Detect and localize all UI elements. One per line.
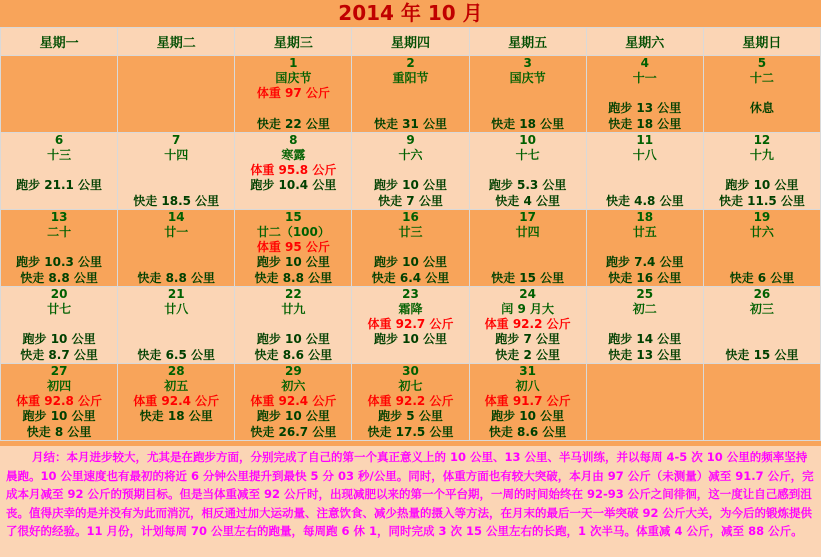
exercise-record-1: 跑步 10.3 公里 [16,255,103,269]
exercise-record-2: 快走 7 公里 [378,194,443,208]
exercise-record-2: 快走 15 公里 [725,348,799,362]
lunar-date: 初二 [632,302,657,316]
day-number: 1 [289,56,298,70]
day-number: 25 [636,287,654,301]
day-number: 15 [285,210,302,224]
weight-record: 体重 92.4 公斤 [133,394,220,408]
weekday-header-row [1,28,821,56]
lunar-date: 廿四 [515,225,540,239]
day-cell [118,133,235,210]
exercise-record-1: 跑步 5.3 公里 [488,178,567,192]
empty-day-cell [1,56,118,133]
day-number: 10 [519,133,536,147]
weekday-wed: 星期三 [235,28,352,56]
lunar-date: 二十 [47,225,72,239]
exercise-record-2: 快走 2 公里 [495,348,560,362]
weight-record: 体重 92.2 公斤 [367,394,454,408]
weight-record: 体重 91.7 公斤 [484,394,571,408]
day-number: 29 [285,364,302,378]
day-cell [586,287,703,364]
exercise-record-2: 快走 4 公里 [495,194,560,208]
lunar-date: 寒露 [281,148,306,162]
exercise-record-2: 快走 8.6 公里 [488,425,567,439]
calendar-table [0,27,821,441]
lunar-date: 廿八 [164,302,189,316]
exercise-record-1: 跑步 10 公里 [22,332,96,346]
day-number: 14 [167,210,185,224]
exercise-record-2: 快走 8 公里 [26,425,92,439]
day-number: 12 [753,133,771,147]
exercise-record-2: 快走 15 公里 [491,271,565,285]
weight-record: 体重 95.8 公斤 [250,163,337,177]
exercise-record-2: 快走 18 公里 [491,117,565,131]
exercise-record-2: 快走 13 公里 [608,348,682,362]
lunar-date: 廿二（100） [256,225,330,239]
exercise-record-1: 跑步 21.1 公里 [16,178,103,192]
day-number: 3 [523,56,532,70]
weekday-fri: 星期五 [469,28,586,56]
exercise-record-2: 快走 8.8 公里 [137,271,216,285]
day-cell [235,364,352,441]
day-number: 6 [54,133,64,147]
day-cell [469,210,586,287]
day-cell [235,133,352,210]
lunar-date: 廿一 [164,225,189,239]
lunar-date: 十八 [632,148,657,162]
lunar-date: 国庆节 [509,71,546,85]
day-cell [1,210,118,287]
day-number: 31 [519,364,536,378]
day-cell [703,56,820,133]
empty-day-cell [703,364,820,441]
exercise-record-2: 快走 6.5 公里 [137,348,216,362]
exercise-record-1: 跑步 7.4 公里 [605,255,684,269]
day-cell [469,133,586,210]
exercise-record-2: 快走 16 公里 [608,271,682,285]
lunar-date: 初四 [47,379,72,393]
exercise-record-1: 跑步 10 公里 [373,255,448,269]
lunar-date: 廿五 [632,225,657,239]
day-cell [1,133,118,210]
day-cell [352,364,469,441]
week-row [1,210,821,287]
weekday-sat: 星期六 [586,28,703,56]
empty-day-cell [118,56,235,133]
weekday-thu: 星期四 [352,28,469,56]
exercise-record-1: 跑步 14 公里 [608,332,682,346]
exercise-record-2: 快走 17.5 公里 [367,425,454,439]
lunar-date: 廿六 [749,225,774,239]
day-number: 27 [50,364,68,378]
day-number: 7 [172,133,181,147]
day-cell [586,210,703,287]
week-row [1,287,821,364]
exercise-record-2: 快走 8.6 公里 [254,348,333,362]
weekday-tue: 星期二 [118,28,235,56]
day-cell [118,287,235,364]
weight-record: 体重 92.4 公斤 [250,394,337,408]
day-number: 26 [753,287,771,301]
exercise-record-2: 快走 31 公里 [373,117,448,131]
day-cell [703,210,820,287]
lunar-date: 十一 [632,71,657,85]
day-number: 28 [167,364,185,378]
day-cell [1,287,118,364]
day-number: 17 [519,210,536,224]
day-cell [703,133,820,210]
day-number: 21 [167,287,185,301]
day-cell [352,133,469,210]
exercise-record-2: 快走 6 公里 [729,271,795,285]
lunar-date: 国庆节 [275,71,312,85]
day-number: 2 [406,56,415,70]
exercise-record-2: 快走 22 公里 [256,117,330,131]
day-cell [1,364,118,441]
day-cell [469,56,586,133]
day-number: 22 [285,287,302,301]
day-number: 5 [757,56,767,70]
exercise-record-1: 跑步 7 公里 [495,332,560,346]
lunar-date: 廿九 [281,302,306,316]
exercise-record-2: 快走 11.5 公里 [718,194,805,208]
exercise-record-1: 跑步 10 公里 [725,178,799,192]
day-number: 9 [406,133,415,147]
day-cell [703,287,820,364]
lunar-date: 初六 [281,379,306,393]
weight-record: 体重 92.8 公斤 [16,394,103,408]
lunar-date: 廿三 [398,225,423,239]
lunar-date: 十七 [515,148,540,162]
day-cell [118,210,235,287]
exercise-record-2: 快走 8.8 公里 [254,271,333,285]
day-cell [586,56,703,133]
day-cell [235,210,352,287]
day-number: 13 [50,210,68,224]
lunar-date: 重阳节 [392,71,429,85]
empty-day-cell [586,364,703,441]
day-number: 4 [640,56,649,70]
lunar-date: 霜降 [398,302,423,316]
day-number: 19 [753,210,771,224]
exercise-record-1: 休息 [749,101,774,115]
day-cell [469,287,586,364]
weight-record: 体重 95 公斤 [256,240,330,254]
lunar-date: 十四 [164,148,189,162]
exercise-record-1: 跑步 13 公里 [608,101,682,115]
weight-record: 体重 92.2 公斤 [484,317,571,331]
lunar-date: 十九 [749,148,774,162]
exercise-record-2: 快走 18.5 公里 [133,194,220,208]
exercise-record-2: 快走 26.7 公里 [250,425,337,439]
exercise-record-1: 快走 18 公里 [139,409,213,423]
day-cell [118,364,235,441]
exercise-record-2: 快走 6.4 公里 [371,271,450,285]
calendar-title: 2014 年 10 月 [338,1,483,25]
exercise-record-1: 跑步 10 公里 [373,178,448,192]
day-cell [469,364,586,441]
day-cell [235,287,352,364]
day-number: 30 [402,364,419,378]
exercise-record-1: 跑步 10 公里 [373,332,448,346]
week-row [1,133,821,210]
exercise-record-1: 跑步 10 公里 [22,409,96,423]
exercise-record-1: 跑步 10 公里 [256,409,330,423]
day-cell [352,56,469,133]
lunar-date: 十六 [398,148,423,162]
day-number: 18 [636,210,654,224]
weight-record: 体重 97 公斤 [256,86,330,100]
exercise-record-2: 快走 4.8 公里 [605,194,684,208]
lunar-date: 廿七 [47,302,72,316]
lunar-date: 初七 [398,379,423,393]
day-number: 11 [636,133,654,147]
day-cell [235,56,352,133]
exercise-record-2: 快走 18 公里 [608,117,682,131]
weight-record: 体重 92.7 公斤 [367,317,454,331]
day-cell [352,210,469,287]
lunar-date: 闰 9 月大 [501,302,554,316]
exercise-record-1: 跑步 10 公里 [256,332,330,346]
exercise-record-1: 跑步 10.4 公里 [250,178,337,192]
day-number: 16 [402,210,419,224]
monthly-summary: 月结：本月进步较大，尤其是在跑步方面，分别完成了自己的第一个真正意义上的 10 公里、13 公里、半马训练，并以每周 4-5 次 10 公里的频率坚持晨跑。10 公里速度也有最初的将近 6 分钟公里提升到最快 5 分 03 秒/公里。同时，体重方面也有较大突破，本月由 97 公斤（未测量）减至 91.7 公斤，完成本月减至 92 公斤的预期目标。但是当体重减至 92 公斤时，出现减肥以来的第一个平台期，一周的时间始终在 92-93 公斤之间徘徊，这一度让自己感到沮丧。值得庆幸的是并没有为此而消沉，相反通过加大运动量、注意饮食、减少热量的摄入等方法，在月末的最后一天一举突破 92 公斤大关，为今后的锻炼提供了很好的经验。11 月份，计划每周 70 公里左右的跑量，每周跑 6 休 1，同时完成 3 次 15 公里左右的长跑，1 次半马。体重减 4 公斤，减至 88 公斤。 [0,446,821,557]
week-row [1,56,821,133]
exercise-record-2: 快走 8.7 公里 [20,348,98,362]
lunar-date: 初三 [749,302,774,316]
day-cell [586,133,703,210]
exercise-record-1: 跑步 10 公里 [491,409,565,423]
day-number: 24 [519,287,536,301]
weekday-sun: 星期日 [703,28,820,56]
lunar-date: 十三 [47,148,72,162]
day-number: 23 [402,287,419,301]
day-cell [352,287,469,364]
day-number: 8 [289,133,298,147]
exercise-record-1: 跑步 10 公里 [256,255,330,269]
week-row [1,364,821,441]
day-number: 20 [50,287,68,301]
exercise-record-1: 跑步 5 公里 [378,409,443,423]
lunar-date: 十二 [749,71,774,85]
weekday-mon: 星期一 [1,28,118,56]
lunar-date: 初八 [515,379,540,393]
lunar-date: 初五 [164,379,189,393]
exercise-record-2: 快走 8.8 公里 [20,271,98,285]
